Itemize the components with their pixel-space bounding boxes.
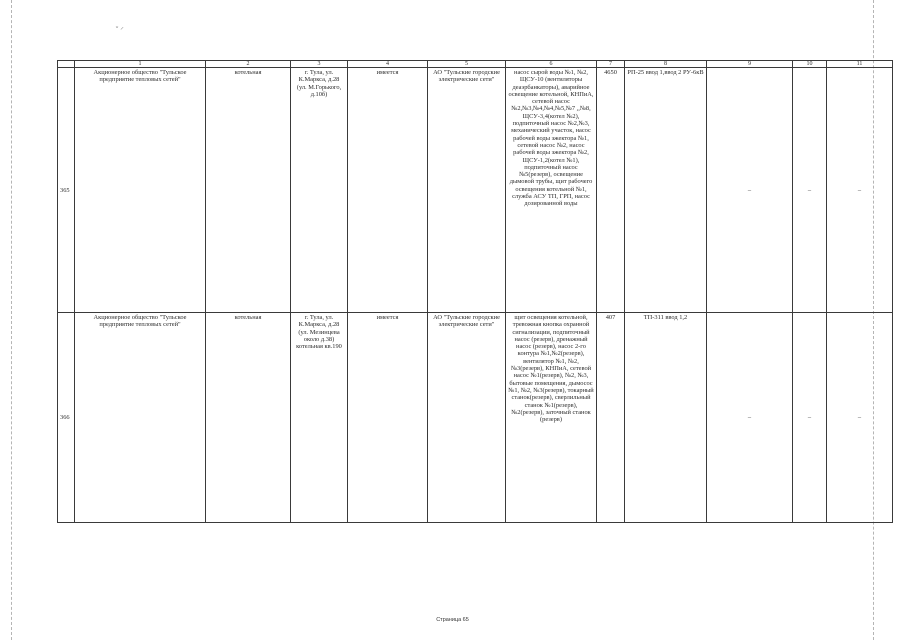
header-cell-7: 7 [597,61,625,68]
header-cell-5: 5 [428,61,506,68]
availability-cell: имеется [348,313,428,523]
header-cell-10: 10 [793,61,827,68]
col11-cell: – [827,313,893,523]
col11-cell: – [827,68,893,313]
header-cell-4: 4 [348,61,428,68]
owner-cell: Акционерное общество "Тульское предприятие тепловых сетей" [75,68,206,313]
owner-cell: Акционерное общество "Тульское предприятие тепловых сетей" [75,313,206,523]
header-cell-blank [58,61,75,68]
col10-cell: – [793,313,827,523]
col9-cell: – [707,313,793,523]
header-cell-6: 6 [506,61,597,68]
column-number-row [58,61,893,68]
table-row [58,313,893,523]
header-cell-3: 3 [291,61,348,68]
consumers-cell: щит освещения котельной, тревожная кнопка охранной сигнализации, подпиточный насос (резерв), дренажный насос (резерв), насос 2-го контура №1,№2(резерв), вентилятор №1, №2, №3(резерв), КНПиА, сетевой насос №1(резерв), №2, №3, бытовые помещения, дымосос №1, №2, №3(резерв), токарный станок(резерв), сверлильный станок №1(резерв), №2(резерв), заточный станок (резерв) [506,313,597,523]
header-cell-9: 9 [707,61,793,68]
page-number-footer: Страница 65 [436,617,469,623]
col9-cell: – [707,68,793,313]
power-cell: 4650 [597,68,625,313]
object-type-cell: котельная [206,313,291,523]
header-cell-11: 11 [827,61,893,68]
register-table [57,60,893,523]
grid-org-cell: АО "Тульские городские электрические сети" [428,313,506,523]
object-type-cell: котельная [206,68,291,313]
address-cell: г. Тула, ул. К.Маркса, д.28 (ул. Мезинцева около д.38) котельная кв.190 [291,313,348,523]
header-cell-1: 1 [75,61,206,68]
feed-cell: РП-25 ввод 1,ввод 2 РУ-6кВ [625,68,707,313]
col10-cell: – [793,68,827,313]
left-margin-dashed-line [11,0,12,640]
header-cell-2: 2 [206,61,291,68]
row-number: 365 [58,68,75,313]
address-cell: г. Тула, ул. К.Маркса, д.28 (ул. М.Горького, д.10б) [291,68,348,313]
consumers-cell: насос сырой воды №1, №2, ЩСУ-10 (вентиляторы деаэрбанкаторы), аварийное освещение котельной, КНПиА, сетевой насос №2,№3,№4,№4,№5,№7 ,,№8, ЩСУ-3,4(котел №2), подпиточный насос №2,№3, механический участок, насос рабочей воды эжектора №1, сетевой насос №2, насос рабочей воды эжектора №2, ЩСУ-1,2(котел №1), подпиточный насос №5(резерв), освещение дымовой трубы, щит рабочего освещения котельной №1, служба АСУ ТП, ГРП, насос дозированной воды [506,68,597,313]
feed-cell: ТП-311 ввод 1,2 [625,313,707,523]
row-number: 366 [58,313,75,523]
power-cell: 407 [597,313,625,523]
header-cell-8: 8 [625,61,707,68]
scan-speck-mark: ˘ ⸍ [116,27,124,34]
grid-org-cell: АО "Тульские городские электрические сети" [428,68,506,313]
table-row [58,68,893,313]
availability-cell: имеется [348,68,428,313]
